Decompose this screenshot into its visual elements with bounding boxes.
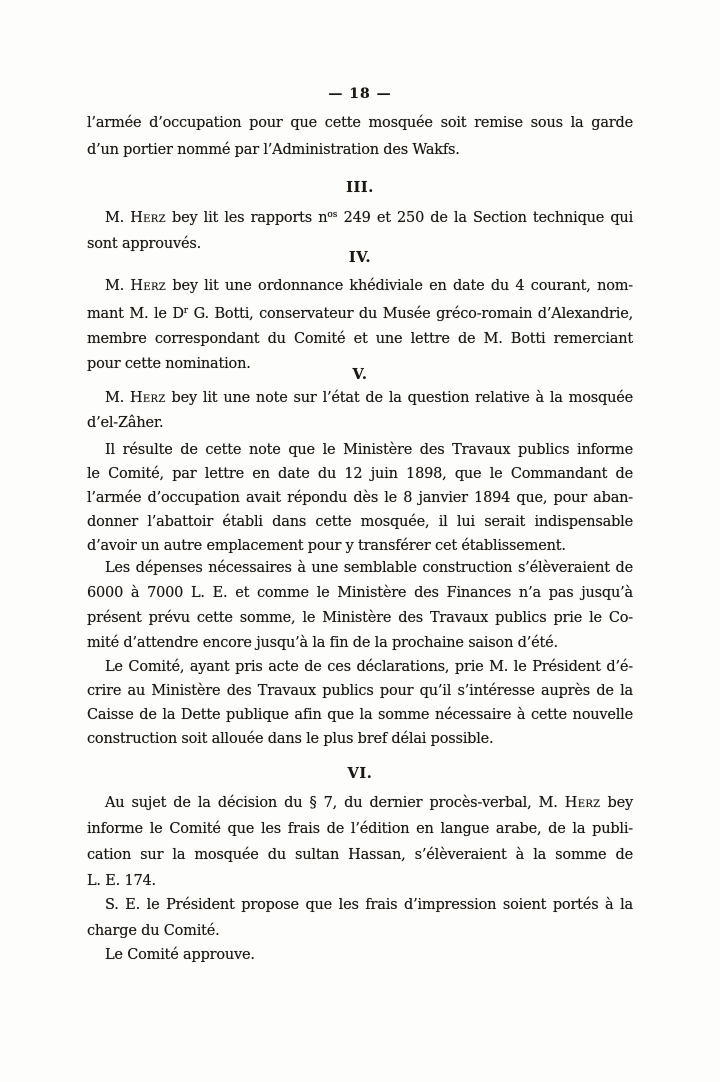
text-line: charge du Comité. — [87, 923, 220, 939]
text-line: informe le Comité que les frais de l’édition en langue arabe, de la publi- — [87, 821, 633, 837]
text-line: mant M. le $D^r$ G. Botti, conservateur du Musée gréco-romain d’Alexandrie, — [87, 306, 633, 322]
text-line: M. Herz bey lit les rapports $n^{os}$ 249 et 250 de la Section technique qui — [105, 210, 634, 226]
paragraph-president-proposal — [87, 892, 633, 944]
text-line: l’armée d’occupation pour que cette mosquée soit remise sous la garde — [87, 115, 633, 131]
text-line: Au sujet de la décision du § 7, du dernier procès-verbal, M. Herz bey — [105, 795, 633, 811]
text-line: membre correspondant du Comité et une lettre de M. Botti remerciant — [87, 331, 633, 347]
paragraph-section-iv — [87, 274, 633, 377]
text-line: S. E. le Président propose que les frais d’impression soient portés à la — [105, 897, 633, 913]
text-line: sont approuvés. — [87, 236, 201, 252]
paragraph-continuation — [87, 110, 633, 164]
paragraph-section-v-note — [87, 438, 633, 558]
text-line: crire au Ministère des Travaux publics pour qu’il s’intéresse auprès de la — [87, 683, 633, 699]
text-line: d’avoir un autre emplacement pour y transférer cet établissement. — [87, 538, 566, 554]
text-line: d’el-Zâher. — [87, 415, 164, 431]
text-line: Caisse de la Dette publique afin que la somme nécessaire à cette nouvelle — [87, 707, 633, 723]
text-line: cation sur la mosquée du sultan Hassan, s’élèveraient à la somme de — [87, 847, 633, 863]
paragraph-section-v-depenses — [87, 556, 633, 656]
text-line: 6000 à 7000 L. E. et comme le Ministère des Finances n’a pas jusqu’à — [87, 585, 633, 601]
text-line: M. Herz bey lit une ordonnance khédiviale en date du 4 courant, nom- — [105, 278, 633, 294]
section-heading-iv: IV. — [348, 249, 372, 266]
page-number: — 18 — — [328, 86, 392, 102]
text-line: Il résulte de cette note que le Ministère des Travaux publics informe — [105, 442, 633, 458]
paragraph-section-v-comite — [87, 655, 633, 751]
text-line: le Comité, par lettre en date du 12 juin 1898, que le Commandant de — [87, 466, 633, 482]
text-line: mité d’attendre encore jusqu’à la fin de la prochaine saison d’été. — [87, 635, 558, 651]
text-line: pour cette nomination. — [87, 356, 251, 372]
text-line: donner l’abattoir établi dans cette mosquée, il lui serait indispensable — [87, 514, 633, 530]
text-line: d’un portier nommé par l’Administration des Wakfs. — [87, 142, 460, 158]
text-line: l’armée d’occupation avait répondu dès le 8 janvier 1894 que, pour aban- — [87, 490, 633, 506]
section-heading-vi: VI. — [347, 765, 373, 782]
paragraph-approval — [87, 942, 633, 968]
text-line: Le Comité, ayant pris acte de ces déclarations, prie M. le Président d’é- — [105, 659, 633, 675]
text-line: L. E. 174. — [87, 873, 156, 889]
section-heading-v: V. — [352, 366, 368, 383]
text-line: M. Herz bey lit une note sur l’état de la question relative à la mosquée — [105, 390, 633, 406]
text-line: construction soit allouée dans le plus bref délai possible. — [87, 731, 494, 747]
section-heading-iii: III. — [346, 179, 374, 196]
paragraph-section-v-intro — [87, 386, 633, 436]
text-line: Les dépenses nécessaires à une semblable construction s’élèveraient de — [105, 560, 633, 576]
text-line: Le Comité approuve. — [105, 947, 255, 963]
text-line: présent prévu cette somme, le Ministère des Travaux publics prie le Co- — [87, 610, 633, 626]
paragraph-section-vi — [87, 790, 633, 894]
